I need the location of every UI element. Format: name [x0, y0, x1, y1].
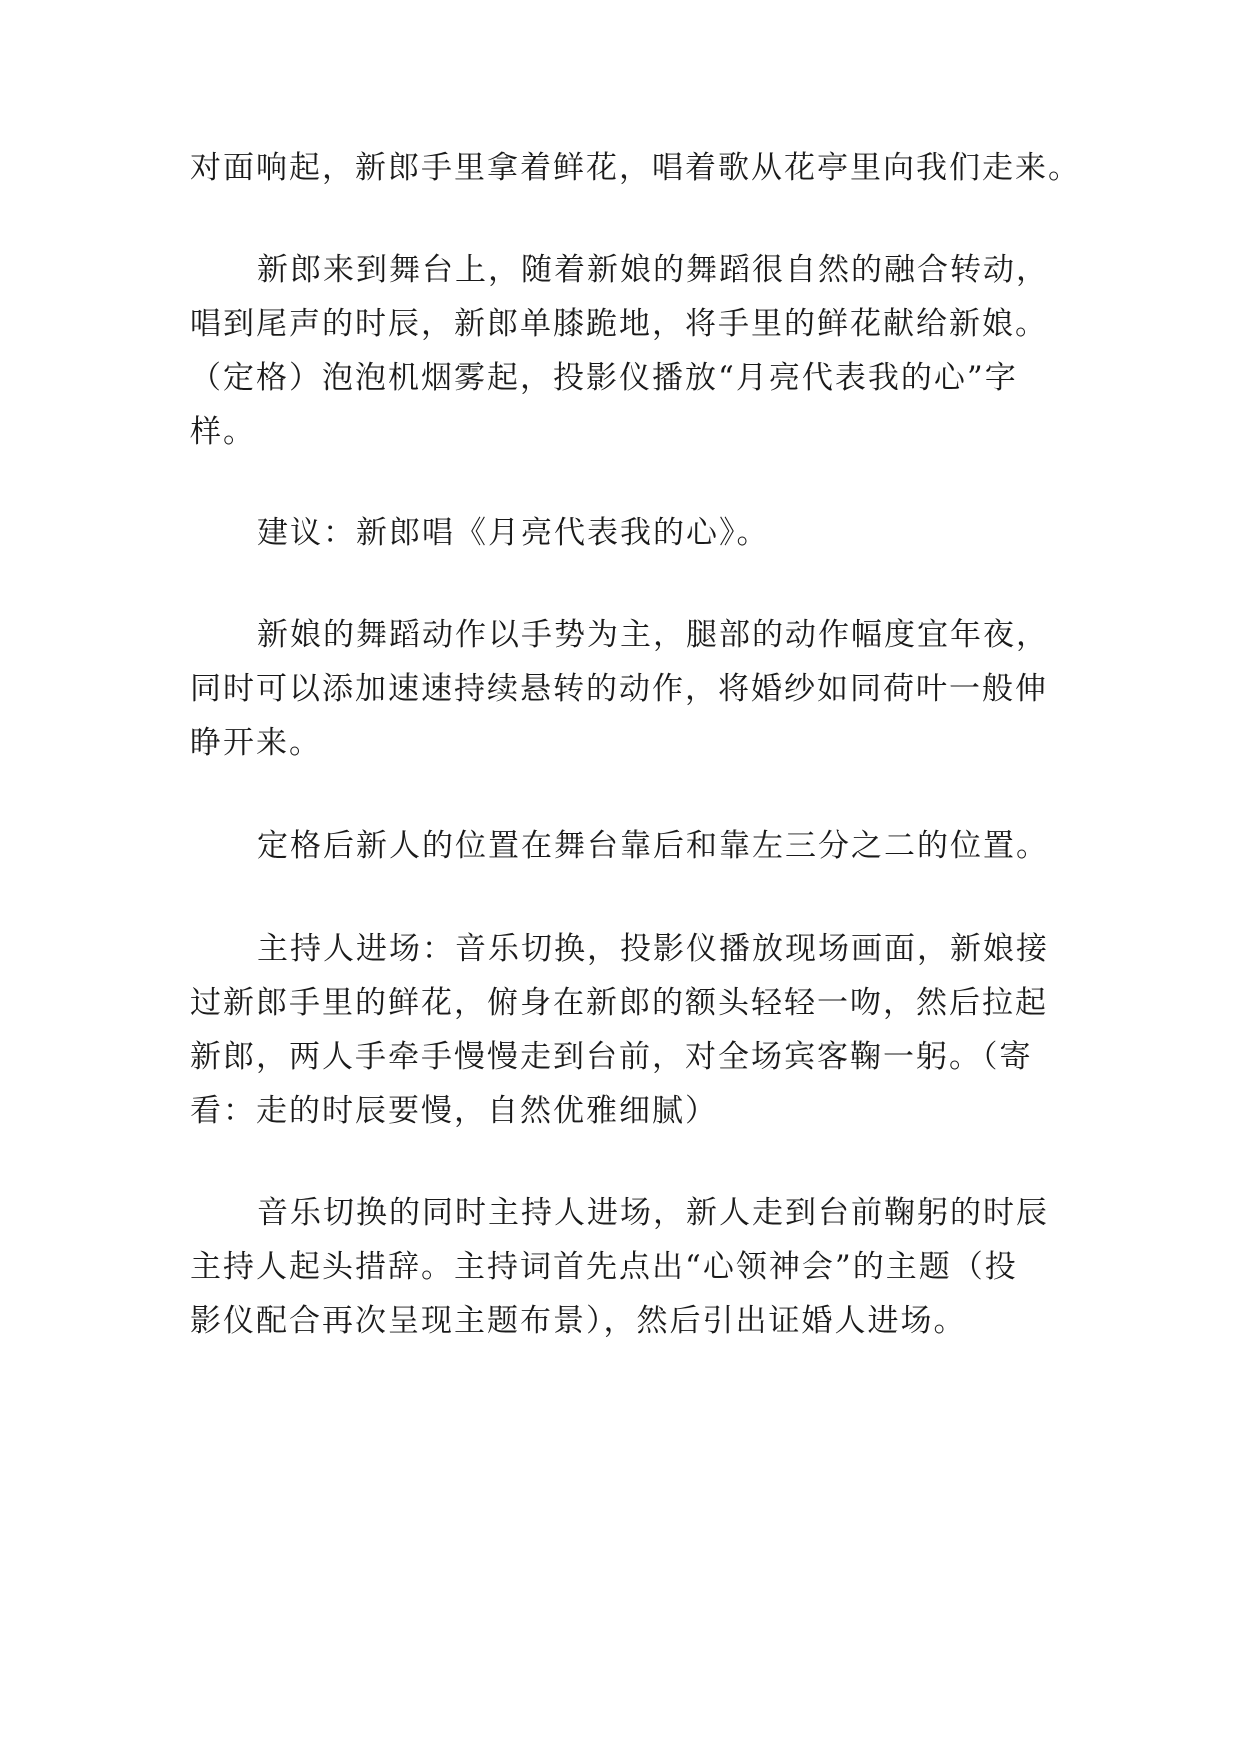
paragraph-line: 音乐切换的同时主持人进场，新人走到台前鞠躬的时辰 — [257, 1195, 1049, 1231]
paragraph-line: 建议：新郎唱《月亮代表我的心》。 — [257, 515, 770, 551]
paragraph-line: 影仪配合再次呈现主题布景），然后引出证婚人进场。 — [190, 1303, 967, 1339]
paragraph-line: 新娘的舞蹈动作以手势为主，腿部的动作幅度宜年夜， — [257, 617, 1049, 653]
paragraph-line: 新郎，两人手牵手慢慢走到台前，对全场宾客鞠一躬。（寄 — [190, 1039, 1033, 1075]
paragraph-line: 主持人起头措辞。主持词首先点出“心领神会”的主题（投 — [190, 1249, 1018, 1285]
paragraph-line: 新郎来到舞台上，随着新娘的舞蹈很自然的融合转动， — [257, 252, 1049, 288]
paragraph-line: 同时可以添加速速持续悬转的动作，将婚纱如同荷叶一般伸 — [190, 671, 1048, 707]
paragraph-line: 看：走的时辰要慢，自然优雅细腻） — [190, 1093, 718, 1129]
paragraph-line: 对面响起，新郎手里拿着鲜花，唱着歌从花亭里向我们走来。 — [190, 150, 1081, 186]
paragraph-line: 过新郎手里的鲜花，俯身在新郎的额头轻轻一吻，然后拉起 — [190, 985, 1048, 1021]
paragraph-line: 样。 — [190, 414, 256, 450]
paragraph-line: 主持人进场：音乐切换，投影仪播放现场画面，新娘接 — [257, 931, 1049, 967]
paragraph-line: （定格）泡泡机烟雾起，投影仪播放“月亮代表我的心”字 — [190, 360, 1018, 396]
paragraph-line: 定格后新人的位置在舞台靠后和靠左三分之二的位置。 — [257, 828, 1049, 864]
paragraph-line: 睁开来。 — [190, 725, 322, 761]
paragraph-line: 唱到尾声的时辰，新郎单膝跪地，将手里的鲜花献给新娘。 — [190, 306, 1048, 342]
